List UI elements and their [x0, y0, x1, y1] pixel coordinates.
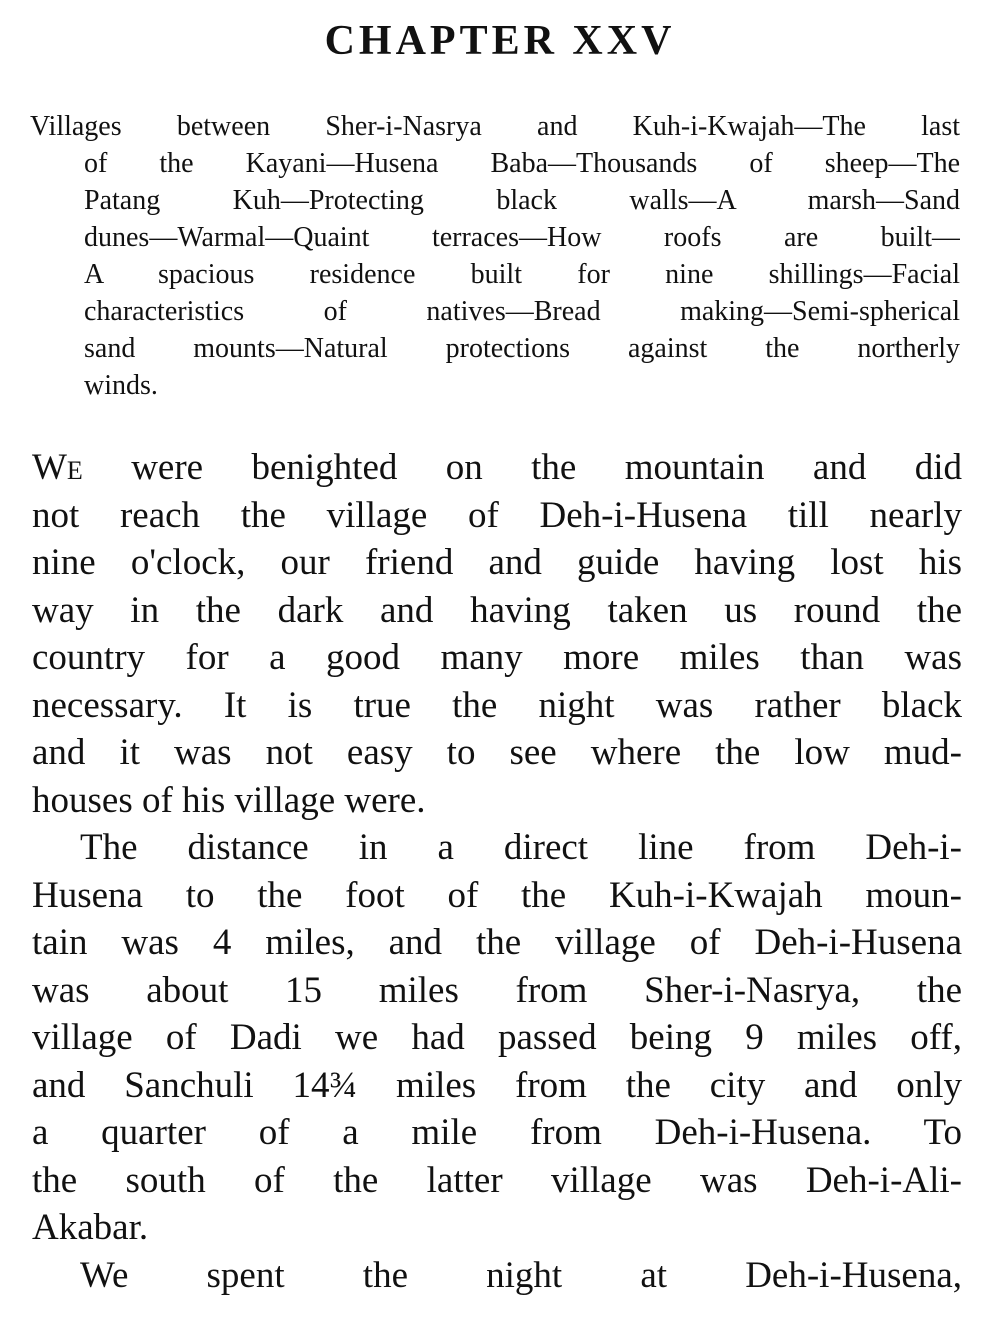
body-line: country for a good many more miles than was — [32, 637, 962, 678]
body-line: way in the dark and having taken us round the — [32, 589, 962, 631]
summary-line: characteristics of natives—Bread making—Semi-spherical — [84, 296, 960, 327]
summary-line: Villages between Sher-i-Nasrya and Kuh-i-Kwajah—The last — [30, 111, 960, 142]
opening-word: We — [32, 447, 83, 488]
paragraph-1 — [32, 444, 962, 824]
body-line: not reach the village of Deh-i-Husena till nearly — [32, 494, 962, 536]
summary-line: of the Kayani—Husena Baba—Thousands of sheep—The — [84, 148, 960, 179]
body-line: nine o'clock, our friend and guide having lost his — [32, 542, 962, 583]
body-line: We spent the night at Deh-i-Husena, — [80, 1254, 962, 1296]
body-line: and Sanchuli 14¾ miles from the city and only — [32, 1064, 962, 1106]
body-line: Akabar. — [32, 1207, 149, 1248]
summary-line: Patang Kuh—Protecting black walls—A marsh—Sand — [84, 185, 960, 216]
body-line: necessary. It is true the night was rather black — [32, 684, 962, 726]
first-line-text: were benighted on the mountain and did — [82, 447, 962, 488]
body-line: houses of his village were. — [32, 779, 426, 821]
body-line: the south of the latter village was Deh-i-Ali- — [32, 1159, 962, 1201]
body-line: village of Dadi we had passed being 9 miles off, — [32, 1017, 962, 1058]
summary-line: dunes—Warmal—Quaint terraces—How roofs are built— — [84, 222, 960, 253]
chapter-summary — [30, 108, 960, 404]
summary-line: A spacious residence built for nine shillings—Facial — [84, 259, 960, 290]
summary-line: sand mounts—Natural protections against the northerly — [84, 333, 960, 364]
body-line: a quarter of a mile from Deh-i-Husena. To — [32, 1112, 962, 1153]
paragraph-3 — [32, 1252, 962, 1300]
body-line: tain was 4 miles, and the village of Deh-i-Husena — [32, 922, 962, 963]
body-line: The distance in a direct line from Deh-i- — [80, 827, 962, 868]
body-line: was about 15 miles from Sher-i-Nasrya, the — [32, 969, 962, 1011]
chapter-title: CHAPTER XXV — [324, 18, 676, 64]
body-text — [32, 444, 962, 1299]
paragraph-2 — [32, 824, 962, 1252]
body-line — [32, 444, 962, 492]
body-line: Husena to the foot of the Kuh-i-Kwajah moun- — [32, 874, 962, 916]
summary-line: winds. — [84, 370, 158, 401]
body-line: and it was not easy to see where the low mud- — [32, 732, 962, 773]
